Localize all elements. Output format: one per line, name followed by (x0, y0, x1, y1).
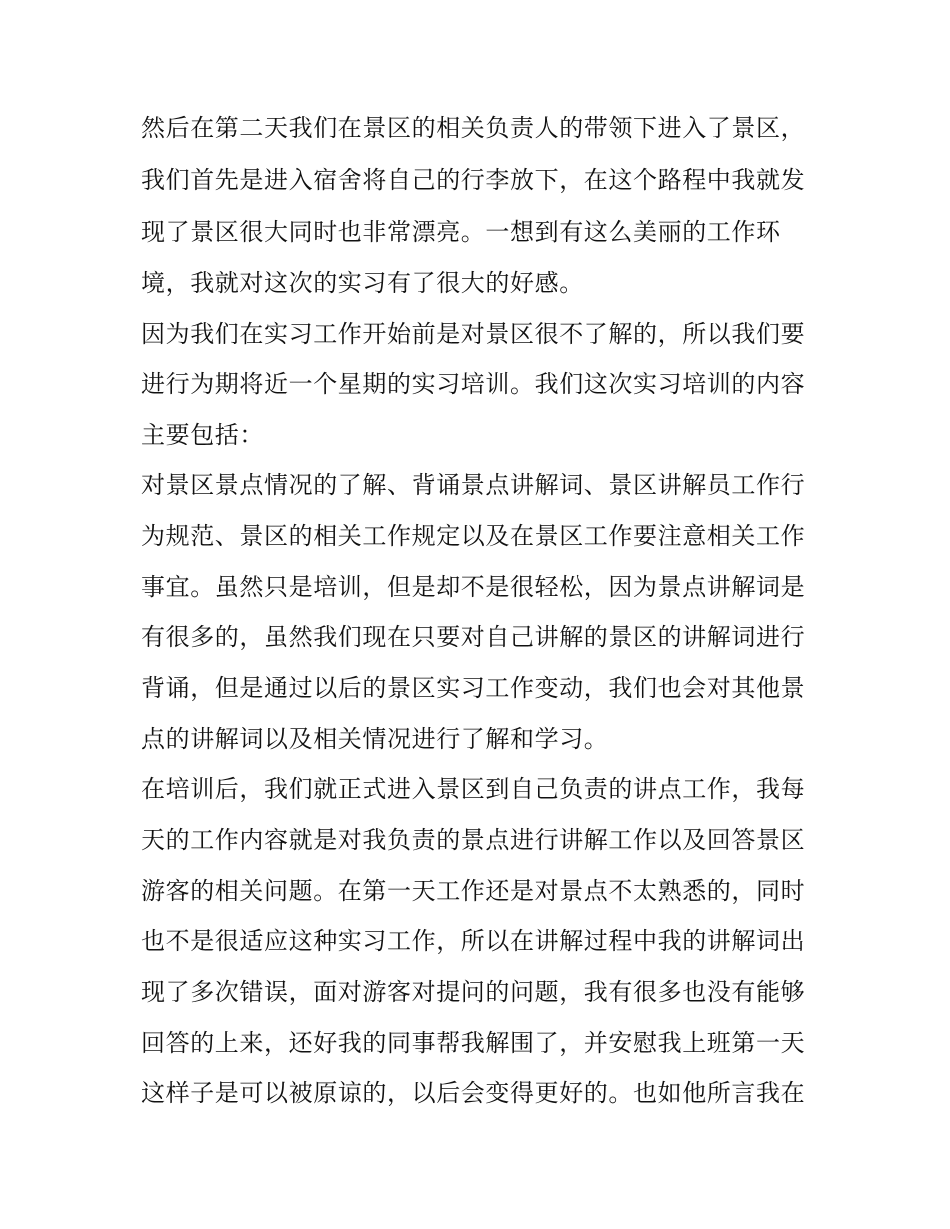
text-line: 在培训后，我们就正式进入景区到自己负责的讲点工作，我每 (141, 775, 806, 803)
text-line: 因为我们在实习工作开始前是对景区很不了解的，所以我们要 (141, 320, 806, 348)
text-line: 现了景区很大同时也非常漂亮。一想到有这么美丽的工作环 (141, 218, 781, 246)
text-line: 点的讲解词以及相关情况进行了解和学习。 (141, 725, 609, 753)
text-line: 游客的相关问题。在第一天工作还是对景点不太熟悉的，同时 (141, 877, 806, 905)
text-line: 这样子是可以被原谅的，以后会变得更好的。也如他所言我在 (141, 1079, 806, 1107)
text-line: 现了多次错误，面对游客对提问的问题，我有很多也没有能够 (141, 978, 806, 1006)
text-line: 为规范、景区的相关工作规定以及在景区工作要注意相关工作 (141, 522, 806, 550)
text-line: 主要包括： (141, 421, 264, 449)
text-line: 进行为期将近一个星期的实习培训。我们这次实习培训的内容 (141, 370, 806, 398)
text-line: 背诵，但是通过以后的景区实习工作变动，我们也会对其他景 (141, 674, 806, 702)
text-line: 对景区景点情况的了解、背诵景点讲解词、景区讲解员工作行 (141, 471, 806, 499)
text-line: 也不是很适应这种实习工作，所以在讲解过程中我的讲解词出 (141, 927, 806, 955)
text-line: 境，我就对这次的实习有了很大的好感。 (141, 269, 584, 297)
text-line: 有很多的，虽然我们现在只要对自己讲解的景区的讲解词进行 (141, 623, 806, 651)
text-line: 然后在第二天我们在景区的相关负责人的带领下进入了景区， (141, 114, 806, 142)
text-line: 天的工作内容就是对我负责的景点进行讲解工作以及回答景区 (141, 826, 806, 854)
text-line: 回答的上来，还好我的同事帮我解围了，并安慰我上班第一天 (141, 1029, 806, 1057)
text-line: 我们首先是进入宿舍将自己的行李放下，在这个路程中我就发 (141, 166, 806, 194)
text-line: 事宜。虽然只是培训，但是却不是很轻松，因为景点讲解词是 (141, 573, 806, 601)
